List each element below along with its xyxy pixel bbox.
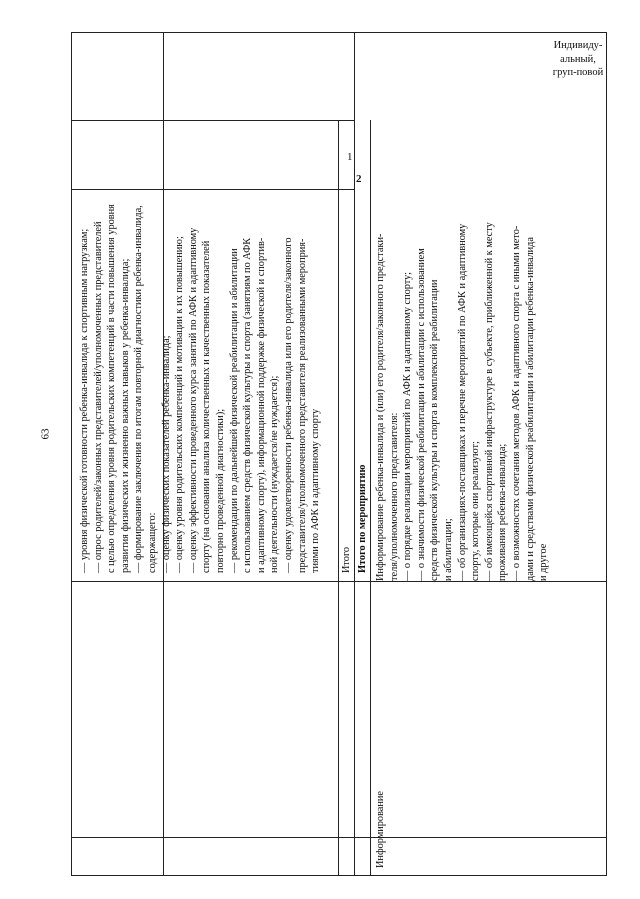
content-line: содержащего: [146, 512, 158, 573]
content-line: — оценку удовлетворенности ребенка-инвалида или его родителя/законного [282, 237, 294, 573]
content-line: и другое [538, 543, 550, 581]
column-border [606, 581, 607, 875]
itogo-total-label: Итого по мероприятию [357, 464, 368, 573]
row-border [72, 581, 606, 582]
content-line: спорту (на основании анализа количественных и качественных показателей [201, 240, 213, 573]
row-border [72, 120, 354, 121]
column-border [370, 120, 371, 875]
content-line: тиями по АФК и адаптивному спорту [310, 408, 322, 573]
content-line: развития физических и жизненно важных навыков у ребенка-инвалида; [119, 258, 131, 573]
content-line: с использованием средств физической культуры и спорта (занятиям по АФК [242, 237, 254, 573]
content-line: — об имеющейся спортивной инфраструктуре в субъекте, приближенной к месту [483, 222, 495, 581]
form-cell: Индивиду-альный, груп-повой [552, 40, 604, 78]
content-line: — о возможностях сочетания методов АФК и адаптивного спорта с иными мето- [510, 225, 522, 581]
content-line: спорту, которые они реализуют; [470, 441, 482, 581]
content-line: — формирование заключения по итогам повторной диагностики ребенка-инвалида, [133, 205, 145, 573]
content-line: — о значимости физической реабилитации и абилитации с использованием [415, 248, 427, 581]
content-line: — опрос родителей/законных представителей/уполномоченных представителей [92, 221, 104, 573]
column-border [354, 33, 355, 875]
content-line: средств физической культуры и спорта в комплексной реабилитации [429, 279, 441, 581]
measures-table [71, 32, 607, 876]
content-line: — о порядке реализации мероприятий по АФК и адаптивному спорту; [402, 271, 414, 581]
diagnostics-content [78, 203, 323, 573]
content-line: — оценку эффективности проведенного курса занятий по АФК и адаптивному [187, 227, 199, 573]
itogo-value: 1 [347, 151, 353, 163]
informing-content [374, 41, 551, 581]
informing-type-cell: Информирование [375, 791, 386, 868]
content-line: повторно проведенной диагностики); [214, 408, 226, 573]
content-line: с целью определения уровня родительских компетенций в части повышения уровня [106, 204, 118, 573]
content-line: Информирование ребенка-инвалида и (или) его родителя/законного предстаки- [375, 233, 386, 581]
itogo-total-value: 2 [356, 173, 362, 185]
page-number: 63 [39, 428, 52, 440]
content-line: — оценку уровня родительских компетенций и мотивации к их повышению; [174, 236, 186, 573]
content-line: и адаптивному спорту), информационной поддержке физической и спортив- [255, 237, 267, 573]
content-line: — уровня физической готовности ребенка-инвалида к спортивным нагрузкам; [79, 228, 90, 573]
content-line: ной деятельности (нуждается/не нуждается); [269, 375, 281, 573]
content-line: — об организациях-поставщиках и перечне мероприятий по АФК и адаптивному [456, 223, 468, 581]
content-line: представителя/уполномоченного представителя реализованными мероприя- [296, 238, 308, 573]
content-line: проживания ребенка-инвалида; [497, 443, 509, 581]
content-line: — рекомендации по дальнейшей физической реабилитации и абилитации [228, 248, 240, 573]
itogo-label: Итого [341, 546, 352, 573]
row-border [72, 189, 354, 190]
content-line: и абилитации; [442, 518, 454, 581]
content-line: дами и средствами физической реабилитации и абилитации ребенка-инвалида [524, 237, 536, 581]
content-line: — оценку физических показателей ребенка-инвалида; [160, 335, 172, 573]
row-border [72, 837, 606, 838]
content-line: теля/уполномоченного представителя: [388, 412, 400, 581]
column-border [338, 120, 339, 875]
